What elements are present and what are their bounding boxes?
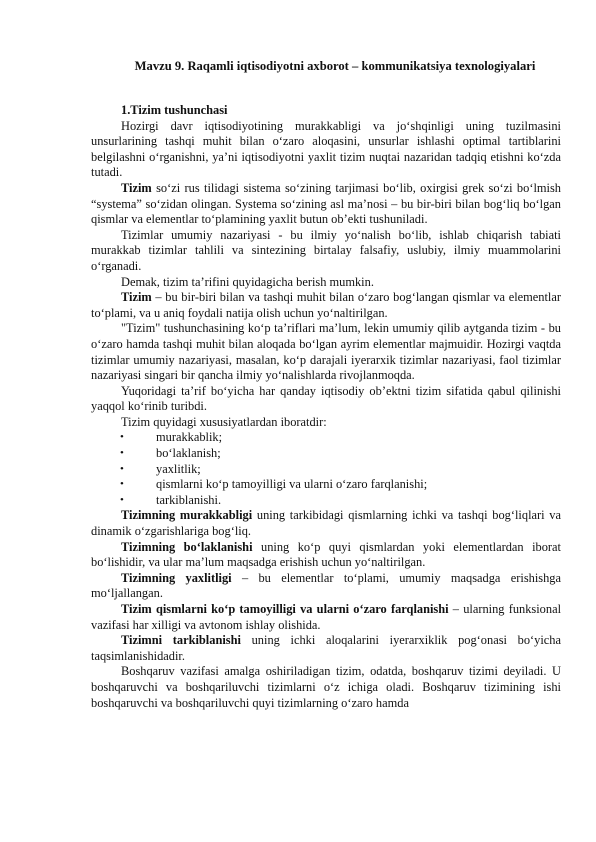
definition-text: – ularning funksional vazifasi har xilligi va avtonom ishlay olishida. [91, 602, 562, 632]
paragraph-5-text: – bu bir-biri bilan va tashqi muhit bilan o‘zaro bog‘langan qismlar va elementlar to‘plami, va u aniq foydali natija olish uchun yo‘naltirilgan. [91, 290, 561, 320]
paragraph-6 [91, 321, 561, 383]
paragraph-5 [91, 290, 561, 321]
definition-complexity [91, 508, 561, 539]
definition-text: uning ichki aloqalarini iyerarxiklik pog‘onasi bo‘yicha taqsimlanishidadir. [91, 633, 561, 663]
properties-list [91, 430, 561, 508]
paragraph-7 [91, 384, 561, 415]
closing-paragraph: Boshqaruv vazifasi amalga oshiriladigan tizim, odatda, boshqaruv tizimi deyiladi. U boshqaruvchi va boshqariluvchi tizimlarni o‘z ichiga oladi. Boshqaruv tizimining ishi boshqaruvchi va boshqariluvchi quyi tizimlarning o‘zaro hamda [91, 664, 561, 710]
paragraph-7-text: Yuqoridagi ta’rif bo‘yicha har qanday iqtisodiy ob’ektni tizim sifatida qabul qilinishi yaqqol ko‘rinib turibdi. [91, 383, 561, 414]
document-body [91, 103, 561, 711]
paragraph-3 [91, 228, 561, 275]
definition-term: Tizimning yaxlitligi [121, 570, 232, 585]
list-item: • bo‘laklanish; [91, 446, 561, 462]
paragraph-4 [91, 275, 561, 291]
definition-text: uning tarkibidagi qismlarning ichki va tashqi bog‘liqlari va dinamik o‘zgarishlariga bog‘liq. [91, 508, 561, 539]
definition-integrity [91, 571, 561, 602]
definition-term: Tizimning bo‘laklanishi [121, 539, 253, 554]
paragraph-2-text: so‘zi rus tilidagi sistema so‘zining tarjimasi bo‘lib, oxirgisi grek so‘zi bo‘lmish “systema” so‘zidan olingan. Systema so‘zining asl ma’nosi – bu bir-biri bilan bog‘liq bo‘lgan qismlar va elementlar to‘plamining yaxlit butun ob’ekti tushuniladi. [91, 180, 561, 227]
definition-multiprinciple [91, 602, 561, 633]
definition-term: Tizim qismlarni ko‘p tamoyilligi va ularni o‘zaro farqlanishi [121, 602, 449, 616]
definition-structure [91, 633, 561, 664]
paragraph-1-text: Hozirgi davr iqtisodiyotining murakkabligi va jo‘shqinligi uning tuzilmasini unsurlarining tashqi muhit bilan o‘zaro aloqasini, unsurlar ishlashi optimal tartiblarini belgilashni o‘rganishni, ya’ni iqtisodiyotni yaxlit tizim nuqtai nazaridan tadqiq etishni ko‘zda tutadi. [91, 118, 561, 180]
section-heading: 1.Tizim tushunchasi [121, 103, 228, 117]
list-intro: Tizim quyidagi xususiyatlardan iboratdir: [121, 414, 327, 429]
list-item: • qismlarni ko‘p tamoyilligi va ularni o‘zaro farqlanishi; [91, 477, 561, 493]
list-item: • murakkablik; [91, 430, 561, 446]
definition-term: Tizimni tarkiblanishi [121, 633, 241, 648]
definition-text: uning ko‘p quyi qismlardan yoki elementlardan iborat bo‘lishidir, va ular ma’lum maqsadga erishish uchun yo‘naltirilgan. [91, 539, 561, 570]
paragraph-2 [91, 181, 561, 228]
paragraph-2-bold: Tizim [121, 180, 152, 195]
definition-division [91, 540, 561, 571]
paragraph-3-text: Tizimlar umumiy nazariyasi - bu ilmiy yo‘nalish bo‘lib, ishlab chiqarish tabiati murakkab tizimlar tahlili va sintezining birtalay falsafiy, uslubiy, ilmiy muammolarini o‘rganadi. [91, 227, 561, 273]
definition-term: Tizimning murakkabligi [121, 508, 253, 523]
definition-text: – bu elementlar to‘plami, umumiy maqsadga erishishga mo‘ljallangan. [91, 570, 561, 601]
paragraph-4-text: Demak, tizim ta’rifini quyidagicha berish mumkin. [121, 274, 374, 289]
paragraph-6-text: "Tizim" tushunchasining ko‘p ta’riflari ma’lum, lekin umumiy qilib aytganda tizim - bu o‘zaro hamda tashqi muhit bilan aloqada bo‘lgan ayrim elementlar majmuidir. Hozirgi vaqtda tizimlar umumiy nazariyasi, masalan, ko‘p darajali iyerarxik tizimlar nazariyasi, faol tizimlar nazariyasi singari bir qancha ilmiy yo‘nalishlarda rivojlanmoqda. [91, 321, 561, 383]
page-title: Mavzu 9. Raqamli iqtisodiyotni axborot – kommunikatsiya texnologiyalari [134, 59, 536, 73]
paragraph-1 [91, 119, 561, 181]
list-item: • yaxlitlik; [91, 462, 561, 478]
list-item: • tarkiblanishi. [91, 493, 561, 509]
paragraph-5-bold: Tizim [121, 290, 152, 305]
